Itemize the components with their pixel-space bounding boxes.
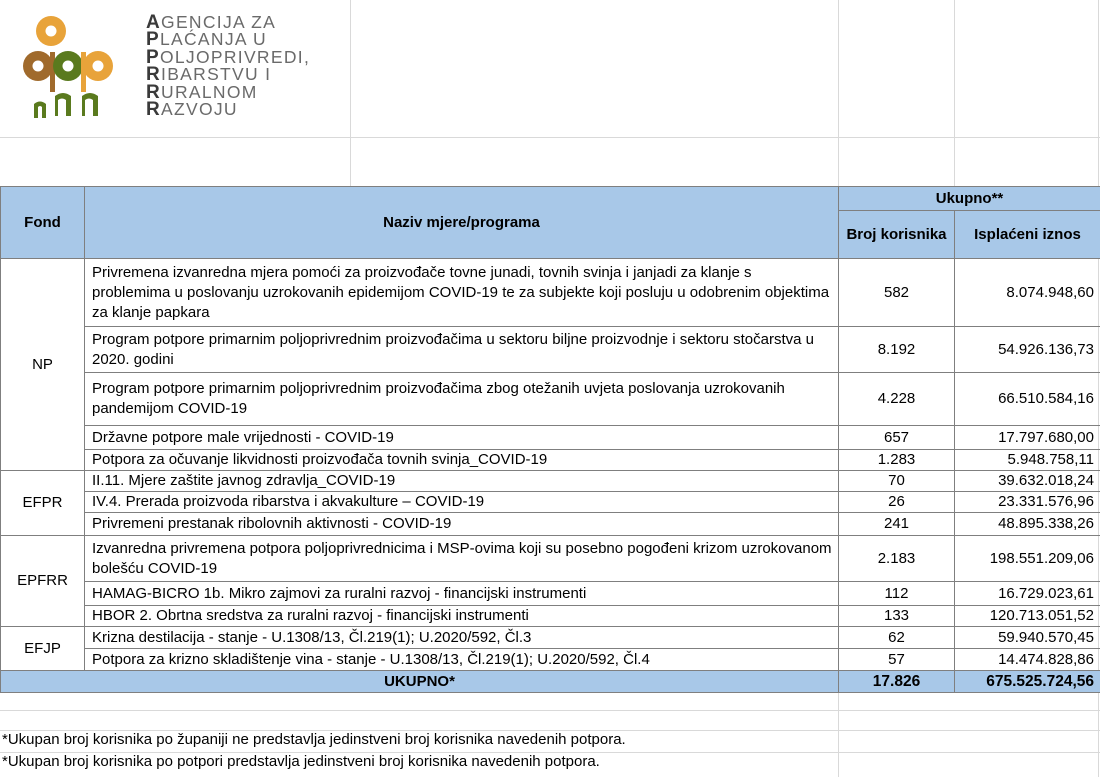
table-row [1,426,1100,450]
header-isplaceni-iznos: Isplaćeni iznos [955,211,1100,259]
measure-name: Program potpore primarnim poljoprivrednim proizvođačima zbog otežanih uvjeta poslovanja uzrokovanih pandemijom COVID-19 [85,373,839,426]
table-row [1,492,1100,513]
beneficiary-count: 4.228 [839,373,955,426]
footnote: *Ukupan broj korisnika po županiji ne predstavlja jedinstveni broj korisnika navedenih potpora. [2,731,626,748]
table-row [1,373,1100,426]
measure-name: IV.4. Prerada proizvoda ribarstva i akvakulture – COVID-19 [85,492,839,513]
logo-line: AGENCIJA ZA [146,12,277,33]
beneficiary-count: 70 [839,471,955,492]
paid-amount: 23.331.576,96 [955,492,1100,513]
paid-amount: 16.729.023,61 [955,582,1100,606]
grid-row-line [0,710,1100,711]
header-broj-korisnika: Broj korisnika [839,211,955,259]
measure-name: Krizna destilacija - stanje - U.1308/13, Čl.219(1); U.2020/592, Čl.3 [85,627,839,649]
grid-col-line [350,0,351,186]
table-row [1,536,1100,582]
beneficiary-count: 8.192 [839,327,955,373]
paid-amount: 59.940.570,45 [955,627,1100,649]
logo-line: POLJOPRIVREDI, [146,46,311,68]
total-beneficiary-count: 17.826 [839,671,955,693]
measure-name: Privremena izvanredna mjera pomoći za proizvođače tovne junadi, tovnih svinja i janjadi za klanje s problemima u poslovanju uzrokovanih epidemijom COVID-19 te za subjekte koji posluju u odobrenim objektima za klanje papkara [85,259,839,327]
beneficiary-count: 26 [839,492,955,513]
beneficiary-count: 582 [839,259,955,327]
measure-name: HBOR 2. Obrtna sredstva za ruralni razvoj - financijski instrumenti [85,606,839,627]
measure-name: Program potpore primarnim poljoprivrednim proizvođačima u sektoru biljne proizvodnje i sektoru stočarstva u 2020. godini [85,327,839,373]
beneficiary-count: 657 [839,426,955,450]
measure-name: HAMAG-BICRO 1b. Mikro zajmovi za ruralni razvoj - financijski instrumenti [85,582,839,606]
paid-amount: 5.948.758,11 [955,450,1100,471]
paid-amount: 48.895.338,26 [955,513,1100,536]
table-row [1,259,1100,327]
logo-line: RURALNOM [146,81,258,103]
beneficiary-count: 57 [839,649,955,671]
measure-name: Državne potpore male vrijednosti - COVID-19 [85,426,839,450]
measure-name: Potpora za krizno skladištenje vina - stanje - U.1308/13, Čl.219(1); U.2020/592, Čl.4 [85,649,839,671]
table-row [1,327,1100,373]
logo-line: RAZVOJU [146,99,238,121]
table-row [1,582,1100,606]
table-row [1,450,1100,471]
beneficiary-count: 62 [839,627,955,649]
beneficiary-count: 133 [839,606,955,627]
table-row [1,649,1100,671]
measure-name: Potpora za očuvanje likvidnosti proizvođača tovnih svinja_COVID-19 [85,450,839,471]
logo-line: PLAĆANJA U [146,29,267,51]
fund-cell-efjp: EFJP [1,627,85,671]
header-naziv: Naziv mjere/programa [85,187,839,259]
paid-amount: 14.474.828,86 [955,649,1100,671]
header-ukupno: Ukupno** [839,187,1100,211]
total-paid-amount: 675.525.724,56 [955,671,1100,693]
support-measures-table [0,186,1100,693]
fund-cell-np: NP [1,259,85,471]
fund-cell-epfrr: EPFRR [1,536,85,627]
table-row [1,606,1100,627]
total-row [1,671,1100,693]
table-row [1,471,1100,492]
beneficiary-count: 2.183 [839,536,955,582]
beneficiary-count: 1.283 [839,450,955,471]
paid-amount: 8.074.948,60 [955,259,1100,327]
paid-amount: 17.797.680,00 [955,426,1100,450]
beneficiary-count: 112 [839,582,955,606]
paid-amount: 54.926.136,73 [955,327,1100,373]
header-fond: Fond [1,187,85,259]
table-row [1,513,1100,536]
paid-amount: 39.632.018,24 [955,471,1100,492]
total-label: UKUPNO* [1,671,839,693]
grid-col-line [954,0,955,186]
grid-row-line [0,137,1100,138]
table-row [1,627,1100,649]
paid-amount: 198.551.209,06 [955,536,1100,582]
measure-name: II.11. Mjere zaštite javnog zdravlja_COVID-19 [85,471,839,492]
beneficiary-count: 241 [839,513,955,536]
measure-name: Izvanredna privremena potpora poljoprivrednicima i MSP-ovima koji su posebno pogođeni krizom uzrokovanom bolešću COVID-19 [85,536,839,582]
logo-wordmark [146,12,311,121]
logo-line: RIBARSTVU I [146,64,272,86]
footnote: *Ukupan broj korisnika po potpori predstavlja jedinstveni broj korisnika navedenih potpora. [2,753,600,770]
apprrr-logo [22,10,122,122]
measure-name: Privremeni prestanak ribolovnih aktivnosti - COVID-19 [85,513,839,536]
fund-cell-efpr: EFPR [1,471,85,536]
paid-amount: 66.510.584,16 [955,373,1100,426]
paid-amount: 120.713.051,52 [955,606,1100,627]
